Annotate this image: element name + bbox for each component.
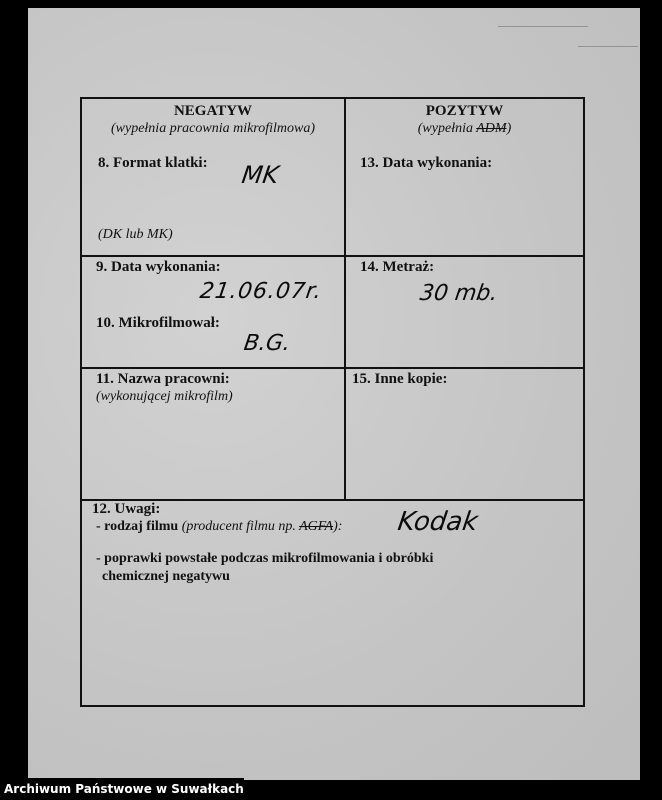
archive-footer: Archiwum Państwowe w Suwałkach [0, 778, 244, 800]
field10-label: 10. Mikrofilmował: [96, 315, 220, 331]
pozytyw-subtitle-suffix: ) [506, 121, 512, 136]
field10-value: B.G. [242, 331, 292, 356]
field13-label: 13. Data wykonania: [360, 155, 493, 171]
row-divider [82, 255, 583, 257]
field15-label: 15. Inne kopie: [352, 371, 448, 387]
field12-line1 [96, 519, 342, 535]
field12-line2a: - poprawki powstałe podczas mikrofilmowania i obróbki [96, 551, 434, 566]
field12-value: Kodak [395, 507, 480, 537]
field11-hint: (wykonującej mikrofilm) [96, 389, 233, 404]
film-producer-struck: AGFA [299, 519, 334, 534]
field11-label: 11. Nazwa pracowni: [96, 371, 230, 387]
column-divider [344, 99, 346, 500]
pozytyw-subtitle [346, 121, 583, 137]
field8-value: MK [240, 161, 281, 189]
film-producer-suffix: ): [333, 519, 343, 534]
field14-value: 30 mb. [418, 281, 500, 306]
negatyw-subtitle: (wypełnia pracownia mikrofilmowa) [110, 121, 316, 136]
film-producer-hint: (producent filmu np. [181, 519, 300, 534]
scan-mark [498, 26, 588, 27]
film-type-label: - rodzaj filmu [96, 519, 182, 534]
field8-label: 8. Format klatki: [98, 155, 208, 171]
microfilm-form [80, 97, 585, 707]
pozytyw-subtitle-prefix: (wypełnia [417, 121, 477, 136]
pozytyw-subtitle-struck: ADM [476, 121, 507, 136]
field9-value: 21.06.07r. [198, 279, 324, 304]
field12-label: 12. Uwagi: [92, 501, 161, 517]
field14-label: 14. Metraż: [360, 259, 435, 275]
field12-line2b: chemicznej negatywu [102, 569, 230, 584]
field8-hint: (DK lub MK) [98, 227, 173, 242]
field9-label: 9. Data wykonania: [96, 259, 221, 275]
negatyw-title: NEGATYW [173, 103, 253, 119]
row-divider [82, 367, 583, 369]
pozytyw-title: POZYTYW [425, 103, 504, 119]
scan-mark [578, 46, 638, 47]
